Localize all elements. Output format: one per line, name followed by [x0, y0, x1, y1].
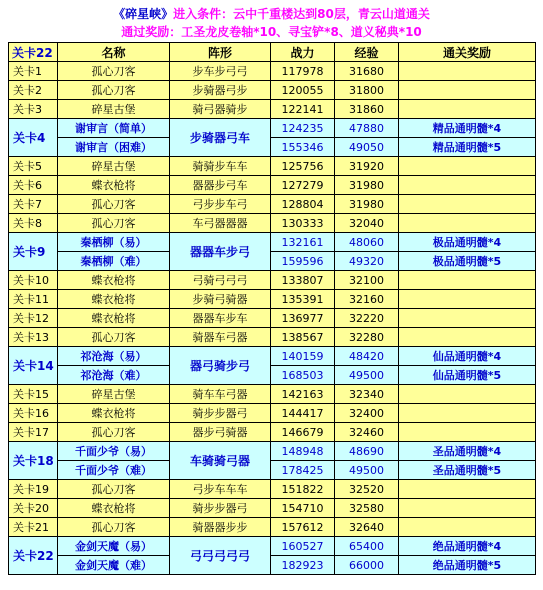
boss-power-cell: 160527 [271, 537, 335, 556]
stage-table [8, 42, 536, 575]
column-header-reward: 通关奖励 [399, 43, 536, 62]
name-cell: 孤心刀客 [58, 328, 170, 347]
level-cell: 关卡15 [9, 385, 58, 404]
reward-cell [399, 62, 536, 81]
boss-reward-cell: 圣品通明髓*4 [399, 442, 536, 461]
power-cell: 151822 [271, 480, 335, 499]
boss-row [9, 537, 536, 556]
power-cell: 142163 [271, 385, 335, 404]
name-cell: 蝶衣枪将 [58, 309, 170, 328]
level-cell: 关卡2 [9, 81, 58, 100]
boss-reward-cell: 极品通明髓*4 [399, 233, 536, 252]
level-cell: 关卡7 [9, 195, 58, 214]
map-title: 《碎星峡》 [113, 7, 174, 21]
boss-name-cell: 谢审言（简单） [58, 119, 170, 138]
table-row [9, 499, 536, 518]
boss-exp-cell: 66000 [335, 556, 399, 575]
boss-exp-cell: 49500 [335, 366, 399, 385]
table-row [9, 176, 536, 195]
name-cell: 蝶衣枪将 [58, 499, 170, 518]
reward-cell [399, 518, 536, 537]
exp-cell: 32040 [335, 214, 399, 233]
exp-cell: 32220 [335, 309, 399, 328]
formation-cell: 步骑器弓步 [170, 81, 271, 100]
boss-name-cell: 千面少爷（难） [58, 461, 170, 480]
formation-cell: 步车步弓弓 [170, 62, 271, 81]
level-cell: 关卡17 [9, 423, 58, 442]
boss-level-cell: 关卡4 [9, 119, 58, 157]
boss-name-cell: 金剑天魔（难） [58, 556, 170, 575]
boss-row [9, 233, 536, 252]
level-cell: 关卡16 [9, 404, 58, 423]
name-cell: 蝶衣枪将 [58, 404, 170, 423]
boss-level-cell: 关卡18 [9, 442, 58, 480]
boss-name-cell: 秦栖柳（易） [58, 233, 170, 252]
exp-cell: 31920 [335, 157, 399, 176]
boss-row [9, 461, 536, 480]
exp-cell: 31980 [335, 195, 399, 214]
formation-cell: 骑骑步车车 [170, 157, 271, 176]
name-cell: 蝶衣枪将 [58, 176, 170, 195]
exp-cell: 32280 [335, 328, 399, 347]
boss-row [9, 442, 536, 461]
column-header-formation: 阵形 [170, 43, 271, 62]
boss-row [9, 119, 536, 138]
boss-name-cell: 秦栖柳（难） [58, 252, 170, 271]
name-cell: 碎星古堡 [58, 100, 170, 119]
level-cell: 关卡11 [9, 290, 58, 309]
table-header-row [9, 43, 536, 62]
boss-reward-cell: 绝品通明髓*5 [399, 556, 536, 575]
boss-level-cell: 关卡14 [9, 347, 58, 385]
name-cell: 孤心刀客 [58, 214, 170, 233]
boss-row [9, 347, 536, 366]
boss-exp-cell: 65400 [335, 537, 399, 556]
reward-cell [399, 271, 536, 290]
boss-formation-cell: 车骑骑弓器 [170, 442, 271, 480]
table-row [9, 100, 536, 119]
table-row [9, 385, 536, 404]
level-cell: 关卡10 [9, 271, 58, 290]
power-cell: 154710 [271, 499, 335, 518]
formation-cell: 弓步步车弓 [170, 195, 271, 214]
formation-cell: 弓步车车车 [170, 480, 271, 499]
formation-cell: 骑器车弓器 [170, 328, 271, 347]
level-cell: 关卡1 [9, 62, 58, 81]
exp-cell: 32580 [335, 499, 399, 518]
power-cell: 130333 [271, 214, 335, 233]
boss-row [9, 556, 536, 575]
reward-cell [399, 423, 536, 442]
reward-cell [399, 309, 536, 328]
power-cell: 128804 [271, 195, 335, 214]
reward-cell [399, 328, 536, 347]
exp-cell: 32400 [335, 404, 399, 423]
level-cell: 关卡8 [9, 214, 58, 233]
column-header-exp: 经验 [335, 43, 399, 62]
power-cell: 133807 [271, 271, 335, 290]
reward-cell [399, 81, 536, 100]
formation-cell: 骑器器步步 [170, 518, 271, 537]
boss-row [9, 252, 536, 271]
formation-cell: 器器车步车 [170, 309, 271, 328]
exp-cell: 31680 [335, 62, 399, 81]
boss-exp-cell: 48690 [335, 442, 399, 461]
table-row [9, 195, 536, 214]
formation-cell: 骑车车弓器 [170, 385, 271, 404]
table-row [9, 62, 536, 81]
boss-formation-cell: 步骑器弓车 [170, 119, 271, 157]
boss-name-cell: 金剑天魔（易） [58, 537, 170, 556]
exp-cell: 31860 [335, 100, 399, 119]
stage-table-body [9, 43, 536, 575]
boss-name-cell: 祁沧海（易） [58, 347, 170, 366]
boss-power-cell: 140159 [271, 347, 335, 366]
exp-cell: 32520 [335, 480, 399, 499]
boss-formation-cell: 器弓骑步弓 [170, 347, 271, 385]
boss-reward-cell: 仙品通明髓*5 [399, 366, 536, 385]
table-row [9, 423, 536, 442]
exp-cell: 32160 [335, 290, 399, 309]
clear-reward: 通过奖励：工圣龙皮卷轴*10、寻宝铲*8、道义秘典*10 [121, 25, 422, 39]
boss-level-cell: 关卡9 [9, 233, 58, 271]
level-cell: 关卡19 [9, 480, 58, 499]
boss-formation-cell: 器器车步弓 [170, 233, 271, 271]
boss-power-cell: 148948 [271, 442, 335, 461]
reward-cell [399, 480, 536, 499]
table-row [9, 271, 536, 290]
boss-reward-cell: 精品通明髓*4 [399, 119, 536, 138]
column-header-level: 关卡22 [9, 43, 58, 62]
boss-power-cell: 132161 [271, 233, 335, 252]
boss-name-cell: 祁沧海（难） [58, 366, 170, 385]
table-row [9, 214, 536, 233]
boss-name-cell: 谢审言（困难） [58, 138, 170, 157]
boss-reward-cell: 仙品通明髓*4 [399, 347, 536, 366]
formation-cell: 弓骑弓弓弓 [170, 271, 271, 290]
name-cell: 蝶衣枪将 [58, 271, 170, 290]
name-cell: 孤心刀客 [58, 518, 170, 537]
boss-power-cell: 159596 [271, 252, 335, 271]
level-cell: 关卡12 [9, 309, 58, 328]
level-cell: 关卡20 [9, 499, 58, 518]
reward-cell [399, 404, 536, 423]
boss-power-cell: 182923 [271, 556, 335, 575]
boss-reward-cell: 精品通明髓*5 [399, 138, 536, 157]
table-row [9, 157, 536, 176]
reward-cell [399, 214, 536, 233]
power-cell: 135391 [271, 290, 335, 309]
name-cell: 蝶衣枪将 [58, 290, 170, 309]
exp-cell: 32340 [335, 385, 399, 404]
power-cell: 144417 [271, 404, 335, 423]
boss-exp-cell: 48060 [335, 233, 399, 252]
power-cell: 136977 [271, 309, 335, 328]
name-cell: 孤心刀客 [58, 81, 170, 100]
formation-cell: 车弓器器器 [170, 214, 271, 233]
name-cell: 孤心刀客 [58, 195, 170, 214]
table-row [9, 290, 536, 309]
name-cell: 孤心刀客 [58, 62, 170, 81]
boss-reward-cell: 极品通明髓*5 [399, 252, 536, 271]
boss-reward-cell: 绝品通明髓*4 [399, 537, 536, 556]
name-cell: 碎星古堡 [58, 157, 170, 176]
reward-cell [399, 176, 536, 195]
name-cell: 孤心刀客 [58, 480, 170, 499]
boss-power-cell: 155346 [271, 138, 335, 157]
level-cell: 关卡13 [9, 328, 58, 347]
formation-cell: 骑弓器骑步 [170, 100, 271, 119]
name-cell: 孤心刀客 [58, 423, 170, 442]
boss-exp-cell: 49500 [335, 461, 399, 480]
power-cell: 127279 [271, 176, 335, 195]
level-cell: 关卡3 [9, 100, 58, 119]
table-row [9, 404, 536, 423]
boss-exp-cell: 48420 [335, 347, 399, 366]
reward-cell [399, 157, 536, 176]
boss-reward-cell: 圣品通明髓*5 [399, 461, 536, 480]
power-cell: 125756 [271, 157, 335, 176]
page-header [0, 0, 543, 42]
power-cell: 122141 [271, 100, 335, 119]
exp-cell: 31980 [335, 176, 399, 195]
boss-exp-cell: 47880 [335, 119, 399, 138]
table-row [9, 309, 536, 328]
power-cell: 117978 [271, 62, 335, 81]
power-cell: 138567 [271, 328, 335, 347]
boss-formation-cell: 弓弓弓弓弓 [170, 537, 271, 575]
table-row [9, 480, 536, 499]
table-row [9, 518, 536, 537]
reward-cell [399, 385, 536, 404]
boss-name-cell: 千面少爷（易） [58, 442, 170, 461]
table-row [9, 81, 536, 100]
name-cell: 碎星古堡 [58, 385, 170, 404]
formation-cell: 骑步步器弓 [170, 404, 271, 423]
level-cell: 关卡5 [9, 157, 58, 176]
reward-cell [399, 100, 536, 119]
reward-cell [399, 499, 536, 518]
boss-power-cell: 178425 [271, 461, 335, 480]
power-cell: 146679 [271, 423, 335, 442]
boss-row [9, 138, 536, 157]
header-line-1 [0, 0, 543, 23]
exp-cell: 32460 [335, 423, 399, 442]
formation-cell: 步骑弓骑器 [170, 290, 271, 309]
boss-power-cell: 168503 [271, 366, 335, 385]
formation-cell: 器器步弓车 [170, 176, 271, 195]
power-cell: 157612 [271, 518, 335, 537]
formation-cell: 器步弓骑器 [170, 423, 271, 442]
level-cell: 关卡6 [9, 176, 58, 195]
boss-power-cell: 124235 [271, 119, 335, 138]
boss-exp-cell: 49050 [335, 138, 399, 157]
exp-cell: 32640 [335, 518, 399, 537]
formation-cell: 骑步步器弓 [170, 499, 271, 518]
column-header-power: 战力 [271, 43, 335, 62]
boss-level-cell: 关卡22 [9, 537, 58, 575]
column-header-name: 名称 [58, 43, 170, 62]
table-row [9, 328, 536, 347]
exp-cell: 31800 [335, 81, 399, 100]
level-cell: 关卡21 [9, 518, 58, 537]
power-cell: 120055 [271, 81, 335, 100]
reward-cell [399, 195, 536, 214]
reward-cell [399, 290, 536, 309]
entry-condition: 进入条件：云中千重楼达到80层，青云山道通关 [173, 7, 430, 21]
boss-exp-cell: 49320 [335, 252, 399, 271]
boss-row [9, 366, 536, 385]
exp-cell: 32100 [335, 271, 399, 290]
